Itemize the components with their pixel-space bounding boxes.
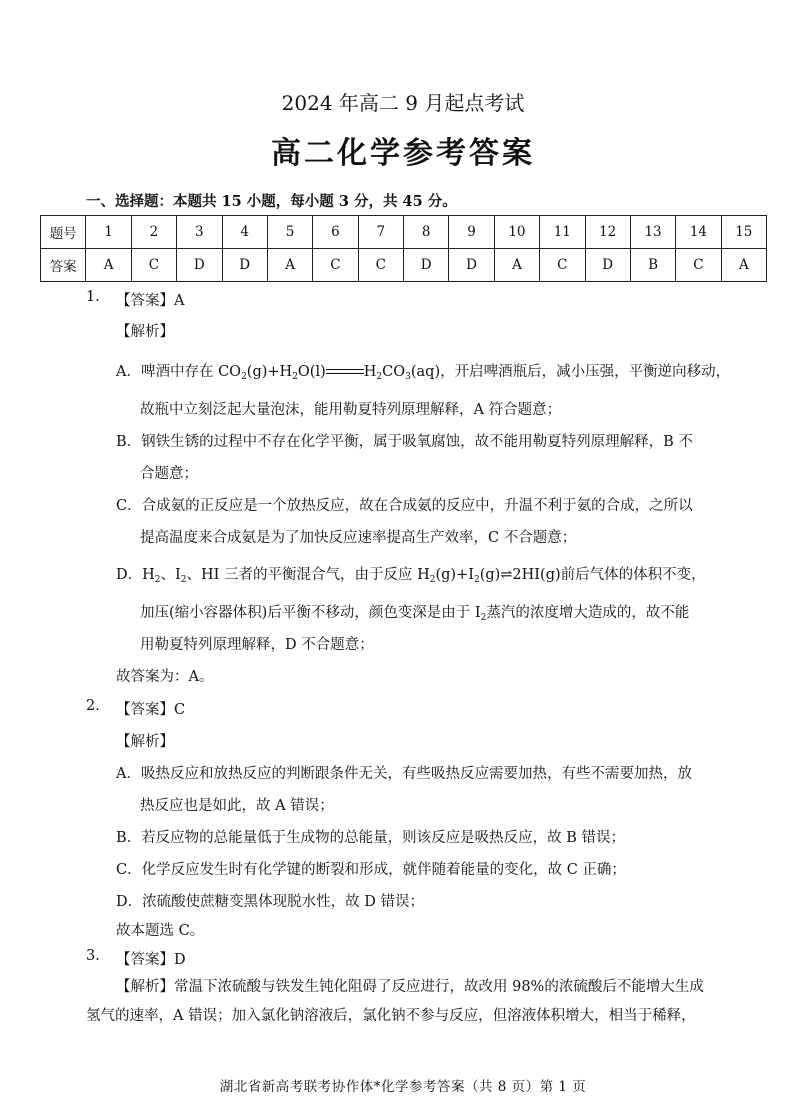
answer-cell: C <box>676 249 721 282</box>
question-number-cell: 5 <box>267 216 312 249</box>
question-number-cell: 4 <box>222 216 267 249</box>
q2-option-c: C．化学反应发生时有化学键的断裂和形成，就伴随着能量的变化，故 C 正确； <box>116 862 626 878</box>
q1-option-d-cont: 加压(缩小容器体积)后平衡不移动，颜色变深是由于 $I_2$蒸汽的浓度增大造成的，故不能 <box>140 605 690 623</box>
q3-analysis-cont: 氢气的速率，A 错误；加入氯化钠溶液后，氯化钠不参与反应，但溶液体积增大，相当于稀释， <box>86 1008 696 1024</box>
q1-option-d: D．$H_2$、$I_2$、HI 三者的平衡混合气，由于反应 $H_2(g)+I_2(g)\rightleftharpoons 2HI(g)$前后气体的体积不变， <box>116 567 706 585</box>
q2-option-d: D．浓硫酸使蔗糖变黑体现脱水性，故 D 错误； <box>116 894 424 910</box>
q1-option-c-cont: 提高温度来合成氨是为了加快反应速率提高生产效率，C 不合题意； <box>140 530 577 546</box>
answer-cell: C <box>540 249 585 282</box>
q2-option-a: A．吸热反应和放热反应的判断跟条件无关，有些吸热反应需要加热，有些不需要加热，放 <box>116 766 692 782</box>
question-number-cell: 8 <box>404 216 449 249</box>
question-number-cell: 1 <box>86 216 131 249</box>
answer-table <box>40 215 767 282</box>
answer-cell: C <box>131 249 176 282</box>
answer-cell: A <box>721 249 766 282</box>
q1-option-a-cont: 故瓶中立刻泛起大量泡沫，能用勒夏特列原理解释，A 符合题意； <box>140 402 562 418</box>
q1-option-b-cont: 合题意； <box>140 466 198 482</box>
answer-cell: D <box>404 249 449 282</box>
document-title: 高二化学参考答案 <box>271 136 535 171</box>
q3-number: 3. <box>86 948 100 964</box>
q2-option-b: B．若反应物的总能量低于生成物的总能量，则该反应是吸热反应，故 B 错误； <box>116 830 626 846</box>
q2-option-a-cont: 热反应也是如此，故 A 错误； <box>140 798 334 814</box>
q1-option-d-cont2: 用勒夏特列原理解释，D 不合题意； <box>140 637 374 653</box>
answer-cell: A <box>494 249 539 282</box>
q2-answer: 【答案】C <box>116 702 186 718</box>
answer-cell: A <box>267 249 312 282</box>
q1-option-c: C．合成氨的正反应是一个放热反应，故在合成氨的反应中，升温不利于氨的合成，之所以 <box>116 498 693 514</box>
question-number-cell: 11 <box>540 216 585 249</box>
q1-answer: 【答案】A <box>116 293 185 309</box>
row-label: 题号 <box>41 216 86 249</box>
q2-analysis-label: 【解析】 <box>116 734 174 750</box>
exam-title: 2024 年高二 9 月起点考试 <box>281 91 525 115</box>
answer-cell: A <box>86 249 131 282</box>
q1-option-a: A．啤酒中存在 $CO_2(g)+H_2O(l)$ $H_2CO_3(aq)$，开启啤酒瓶后，减小压强，平衡逆向移动， <box>116 364 731 382</box>
answer-cell: D <box>585 249 630 282</box>
q1-conclusion: 故答案为：A。 <box>116 669 214 685</box>
question-number-cell: 7 <box>358 216 403 249</box>
answer-cell: D <box>222 249 267 282</box>
question-number-row <box>41 216 767 249</box>
question-number-cell: 9 <box>449 216 494 249</box>
question-number-cell: 6 <box>313 216 358 249</box>
question-number-cell: 2 <box>131 216 176 249</box>
row-label: 答案 <box>41 249 86 282</box>
question-number-cell: 13 <box>630 216 675 249</box>
q1-analysis-label: 【解析】 <box>116 324 174 340</box>
answer-cell: D <box>177 249 222 282</box>
q2-conclusion: 故本题选 C。 <box>116 923 205 939</box>
q3-answer: 【答案】D <box>116 952 186 968</box>
answer-row <box>41 249 767 282</box>
answer-cell: D <box>449 249 494 282</box>
answer-cell: B <box>630 249 675 282</box>
question-number-cell: 10 <box>494 216 539 249</box>
equilibrium-arrow-icon <box>326 366 364 378</box>
question-number-cell: 15 <box>721 216 766 249</box>
q3-analysis: 【解析】常温下浓硫酸与铁发生钝化阻碍了反应进行，故改用 98%的浓硫酸后不能增大生成 <box>116 979 704 995</box>
question-number-cell: 14 <box>676 216 721 249</box>
section-heading: 一、选择题：本题共 15 小题，每小题 3 分，共 45 分。 <box>86 193 457 210</box>
question-number-cell: 3 <box>177 216 222 249</box>
page-footer: 湖北省新高考联考协作体*化学参考答案（共 8 页）第 1 页 <box>219 1079 587 1095</box>
q1-option-b: B．钢铁生锈的过程中不存在化学平衡，属于吸氧腐蚀，故不能用勒夏特列原理解释，B 不 <box>116 434 693 450</box>
q1-number: 1. <box>86 289 100 305</box>
question-number-cell: 12 <box>585 216 630 249</box>
q2-number: 2. <box>86 698 100 714</box>
answer-cell: C <box>313 249 358 282</box>
answer-cell: C <box>358 249 403 282</box>
